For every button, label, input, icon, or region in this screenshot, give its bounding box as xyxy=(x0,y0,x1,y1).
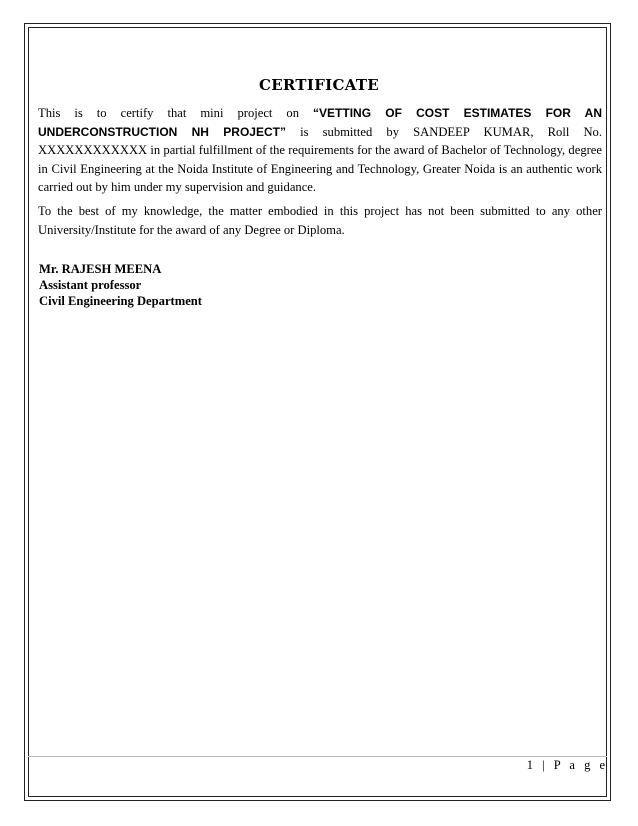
page-number: 1 | P a g e xyxy=(526,758,608,772)
signatory-name: Mr. RAJESH MEENA xyxy=(39,262,162,276)
footer-divider xyxy=(28,756,607,757)
signatory-designation: Assistant professor xyxy=(39,278,142,292)
certificate-paragraph-2: To the best of my knowledge, the matter embodied in this project has not been submitted to any other University/Institute for the award of any Degree or Diploma. xyxy=(38,204,602,237)
paragraph-1-rest: is submitted by SANDEEP KUMAR, Roll No. XXXXXXXXXXXX in partial fulfillment of the requirements for the award of Bachelor of Technology, degree in Civil Engineering at the Noida Institute of Engineering and Technology, Greater Noida is an authentic work carried out by him under my supervision and guidance. xyxy=(38,124,602,195)
paragraph-1-intro: This is to certify that mini project on xyxy=(38,106,314,120)
signatory-block xyxy=(39,261,202,309)
certificate-paragraph-1 xyxy=(38,104,602,197)
project-title: “VETTING OF COST ESTIMATES FOR AN UNDERCONSTRUCTION NH PROJECT” xyxy=(38,106,603,139)
certificate-title: CERTIFICATE xyxy=(258,76,380,94)
signatory-department: Civil Engineering Department xyxy=(39,294,203,308)
